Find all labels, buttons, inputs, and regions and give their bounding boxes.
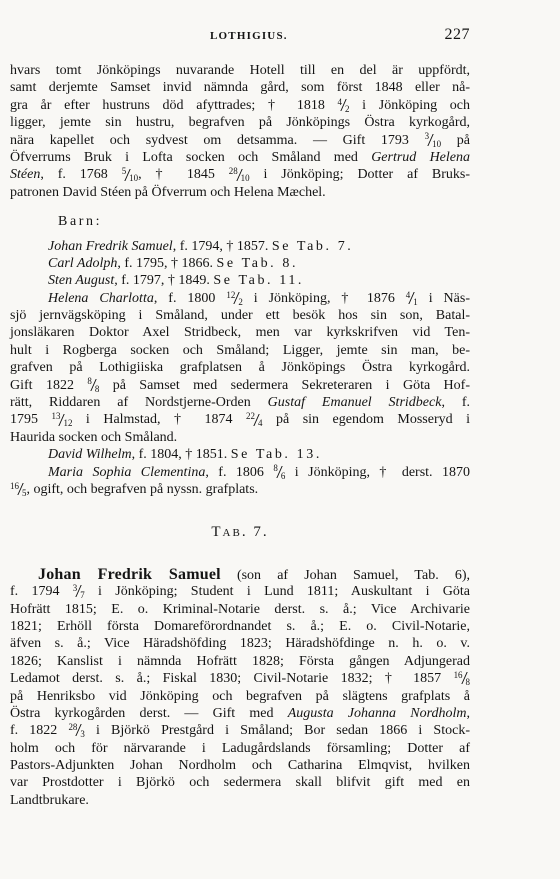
fraction	[68, 722, 85, 740]
fraction-numerator: 5	[121, 166, 127, 177]
text-run: , f. 1794, † 1857.	[172, 238, 272, 254]
fraction-denominator: 1	[413, 296, 418, 307]
fraction	[273, 463, 286, 481]
fraction	[87, 376, 100, 394]
text-run: , ogift, och begrafven på nyssn. grafplats.	[26, 481, 259, 497]
fraction-denominator: 12	[63, 418, 73, 429]
text-run: Landtbrukare.	[10, 792, 89, 808]
fraction-denominator: 2	[345, 103, 350, 114]
fraction	[10, 480, 27, 498]
text-line	[10, 566, 470, 583]
fraction-denominator: 8	[94, 383, 100, 394]
text-run: 1826; Kanslist i nämnda Hofrätt 1828; Första gången Adjungerad	[10, 653, 470, 669]
list-item	[10, 238, 470, 255]
list-item	[10, 255, 470, 272]
text-line	[10, 757, 470, 774]
page-number: 227	[444, 26, 470, 43]
text-line	[10, 601, 470, 618]
paragraph-tab-7	[10, 566, 470, 809]
text-line	[10, 722, 470, 739]
fraction-denominator: 10	[240, 173, 250, 184]
spaced-text: Se Tab. 13.	[230, 447, 322, 463]
fraction-numerator: 3	[72, 582, 78, 593]
text-line	[10, 149, 470, 166]
fraction-numerator: 13	[51, 411, 61, 422]
fraction-numerator: 8	[87, 376, 92, 387]
fraction	[453, 669, 470, 688]
text-run: på Samset med sedermera Sekreteraren i Göta Hof-	[99, 377, 470, 393]
text-line	[10, 792, 470, 809]
text-run: f. 1822	[10, 723, 69, 739]
text-run: på Henriksbo vid Jönköping och begrafven på slägtens grafplats å	[10, 688, 470, 704]
italic-name: Johan Fredrik Samuel	[48, 238, 173, 254]
fraction-numerator: 16	[10, 480, 19, 491]
text-line	[10, 670, 470, 687]
text-run: gra år efter hustruns död afyttrades; † 1818	[10, 97, 338, 113]
text-line	[10, 62, 470, 79]
fraction-denominator: 4	[257, 418, 263, 429]
fraction	[72, 582, 85, 601]
text-run: på sin egendom Mosseryd i	[262, 412, 471, 428]
text-run: rätt, Riddaren af Nordstjerne-Orden	[10, 395, 268, 411]
fraction	[226, 289, 243, 307]
spaced-text: Se Tab. 11.	[213, 273, 305, 289]
children-list	[10, 238, 470, 499]
text-line	[10, 618, 470, 635]
list-item	[10, 290, 470, 307]
text-line	[10, 635, 470, 652]
text-run: nära kapellet och sydvest om detsamma. — Gift 1793	[10, 132, 425, 148]
text-line	[10, 688, 470, 705]
text-line	[10, 114, 470, 131]
italic-name: Helena Charlotta	[48, 290, 154, 306]
text-line	[10, 653, 470, 670]
text-run: i Björkö Prestgård i Småland; Bor sedan 1866 i Stock-	[84, 723, 470, 739]
text-run: ligger, jemte sin hustru, begrafven på Jönköpings Östra kyrkogård,	[10, 115, 470, 131]
text-run: , f. 1804, † 1851.	[131, 447, 231, 463]
text-run: , f. 1800	[153, 290, 227, 306]
fraction-denominator: 10	[129, 173, 139, 184]
fraction	[337, 96, 350, 114]
fraction-denominator: 3	[80, 729, 85, 740]
text-run: sjö jernvägsköping i Småland, under ett besök hos sin son, Batal-	[10, 308, 470, 324]
text-line	[10, 411, 470, 428]
fraction	[51, 411, 73, 429]
text-run: patronen David Stéen på Öfverrum och Helena Mæchel.	[10, 184, 326, 200]
text-run: i Jönköping, † 1876	[242, 290, 406, 306]
fraction-denominator: 8	[465, 677, 470, 688]
text-run: i Jönköping och	[349, 97, 470, 113]
text-run: 1821; Erhöll första Domareförordnandet s. å.; E. o. Civil-Notarie,	[10, 618, 470, 634]
italic-name: Stéen	[10, 167, 41, 183]
fraction-denominator: 6	[280, 470, 286, 481]
paragraph-intro	[10, 62, 470, 201]
text-run: Pastors-Adjunkten Johan Nordholm och Catharina Elmqvist, hvilken	[10, 758, 470, 774]
text-run: jonsläkaren Doktor Axel Stridbeck, men var kyrkskrifven vid Ten-	[10, 325, 470, 341]
text-run: i Jönköping; Dotter af Bruks-	[249, 167, 470, 183]
text-line	[10, 377, 470, 394]
list-item	[10, 272, 470, 289]
text-run: i Jönköping, † derst. 1870	[285, 464, 470, 480]
text-line	[10, 166, 470, 183]
text-run: (son af Johan Samuel, Tab. 6),	[220, 567, 471, 583]
text-run: i Näs-	[417, 290, 470, 306]
fraction	[246, 411, 263, 429]
text-line	[10, 132, 470, 149]
list-item	[10, 446, 470, 463]
page-header	[10, 26, 470, 46]
italic-name: Gustaf Emanuel Stridbeck	[267, 395, 442, 411]
text-run: , f. 1795, † 1866.	[117, 255, 217, 271]
text-run: Östra kyrkogården derst. — Gift med	[10, 705, 288, 721]
text-run: , † 1845	[138, 167, 229, 183]
text-line	[10, 79, 470, 96]
text-run: var Prostdotter i Björkö och sedermera skall blifvit gift med en	[10, 775, 470, 791]
fraction-numerator: 8	[273, 463, 278, 474]
italic-name: Sten August	[48, 273, 115, 289]
fraction-denominator: 10	[432, 138, 442, 149]
text-line	[10, 324, 470, 341]
text-run: hult i Rogberga socken och Småland; Ligger, jemte sin man, be-	[10, 342, 470, 358]
italic-name: Carl Adolph	[48, 255, 118, 271]
text-run: ,	[466, 705, 470, 721]
text-run: samt derjemte Samset invid nämnda gård, som först 1848 eller nå-	[10, 80, 470, 96]
fraction-numerator: 3	[424, 131, 430, 142]
fraction	[424, 131, 442, 149]
list-item	[10, 464, 470, 481]
fraction-numerator: 22	[246, 411, 255, 422]
text-line	[10, 429, 470, 446]
text-run: Hofrätt 1815; E. o. Kriminal-Notarie derst. s. å.; Vice Archivarie	[10, 601, 470, 617]
text-run: , f. 1768	[40, 167, 122, 183]
text-line	[10, 359, 470, 376]
italic-name: Gertrud Helena	[371, 149, 470, 165]
text-run: grafven på Lothigiiska grafplatsen å Jönköpings Östra kyrkogård.	[10, 360, 470, 376]
text-run: Ledamot derst. s. å.; Fiskal 1830; Civil-Notarie 1832; † 1857	[10, 671, 454, 687]
fraction-denominator: 5	[21, 487, 27, 498]
text-run: Öfverrums Bruk i Lofta socken och Småland med	[10, 149, 372, 165]
text-run: Gift 1822	[10, 377, 88, 393]
text-run: , f.	[441, 395, 470, 411]
fraction-denominator: 2	[238, 296, 243, 307]
spaced-text: Se Tab. 8.	[216, 255, 299, 271]
fraction	[405, 289, 418, 307]
fraction-denominator: 7	[80, 590, 85, 601]
text-line	[10, 774, 470, 791]
text-run: på	[441, 132, 470, 148]
children-heading: Barn:	[58, 214, 103, 230]
text-run: hvars tomt Jönköpings nuvarande Hotell till en del är uppfördt,	[10, 63, 470, 78]
fraction-numerator: 16	[453, 669, 463, 680]
text-run: 1795	[10, 412, 52, 428]
text-line	[10, 481, 470, 498]
italic-name: Augusta Johanna Nordholm	[287, 705, 467, 721]
text-run: i Jönköping; Student i Lund 1811; Auskultant i Göta	[84, 584, 470, 600]
text-run: f. 1794	[10, 584, 73, 600]
italic-name: Maria Sophia Clementina	[48, 464, 206, 480]
fraction-numerator: 28	[228, 166, 238, 177]
section-heading: Tab. 7.	[211, 524, 269, 541]
fraction-numerator: 28	[68, 722, 78, 733]
text-line	[10, 705, 470, 722]
fraction-numerator: 4	[405, 289, 411, 300]
fraction	[121, 166, 139, 184]
spaced-text: Se Tab. 7.	[271, 238, 354, 254]
running-title: LOTHIGIUS.	[210, 30, 288, 42]
text-run: , f. 1806	[205, 464, 274, 480]
fraction-numerator: 12	[226, 289, 236, 300]
text-run: äfven s. å.; Vice Häradshöfding 1823; Häradshöfdinge n. h. o. v.	[10, 636, 470, 652]
text-line	[10, 583, 470, 600]
text-run: Haurida socken och Småland.	[10, 429, 178, 445]
text-run: , f. 1797, † 1849.	[114, 273, 214, 289]
text-line	[10, 97, 470, 114]
fraction	[228, 166, 250, 184]
text-run: i Halmstad, † 1874	[72, 412, 247, 428]
bold-name: Johan Fredrik Samuel	[38, 565, 221, 583]
fraction-numerator: 4	[337, 96, 343, 107]
text-line	[10, 342, 470, 359]
text-line	[10, 394, 470, 411]
text-line	[10, 307, 470, 324]
page-body	[10, 62, 470, 809]
italic-name: David Wilhelm	[48, 447, 132, 463]
text-line	[10, 184, 470, 201]
text-run: holm och för närvarande i Ladugårdslands församling; Dotter af	[10, 740, 470, 756]
text-line	[10, 740, 470, 757]
